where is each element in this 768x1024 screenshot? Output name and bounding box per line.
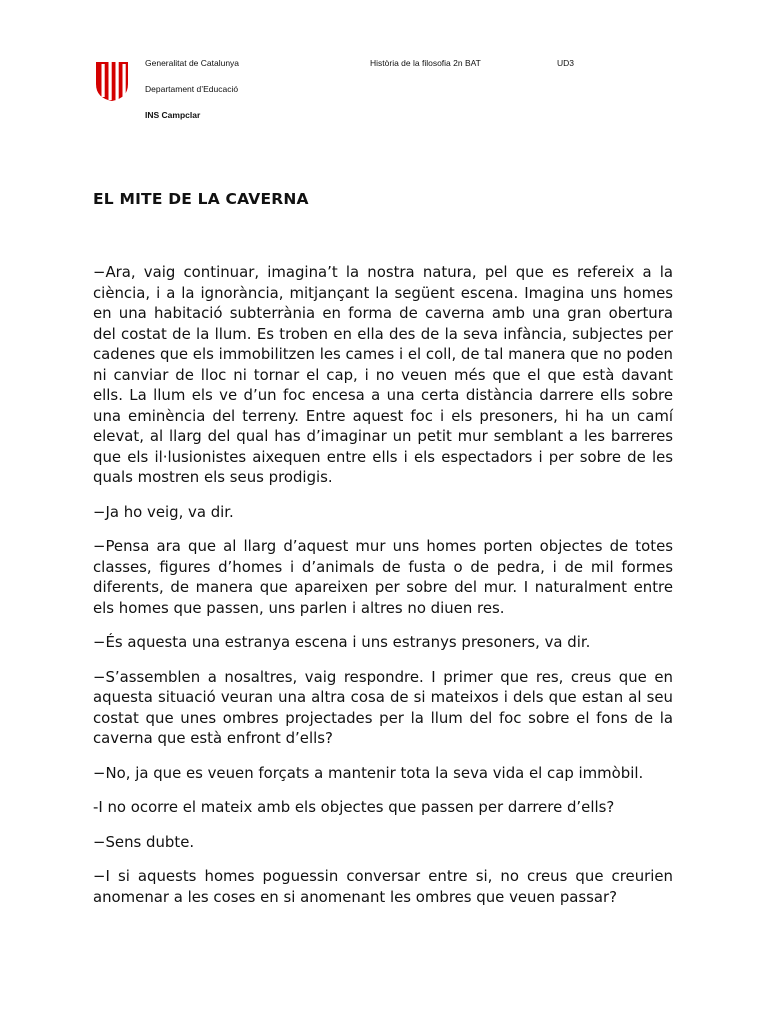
document-title: EL MITE DE LA CAVERNA xyxy=(93,190,309,208)
paragraph: −I si aquests homes poguessin conversar entre si, no creus que creurien anomenar a les coses en si anomenant les ombres que veuen passar? xyxy=(93,867,673,906)
generalitat-logo xyxy=(94,60,130,102)
paragraph: −S’assemblen a nosaltres, vaig respondre. I primer que res, creus que en aquesta situació veuran una altra cosa de si mateixos i dels que estan al seu costat que unes ombres projectades per la llum del foc sobre el fons de la caverna que està enfront d’ells? xyxy=(93,667,673,747)
document-body xyxy=(93,262,673,921)
unit-label: UD3 xyxy=(557,58,575,68)
paragraph: −No, ja que es veuen forçats a mantenir tota la seva vida el cap immòbil. xyxy=(93,763,644,782)
paragraph: −Pensa ara que al llarg d’aquest mur uns homes porten objectes de totes classes, figures d’homes i d’animals de fusta o de pedra, i de mil formes diferents, de manera que apareixen per sobre del mur. I naturalment entre els homes que passen, uns parlen i altres no diuen res. xyxy=(93,537,673,617)
paragraph: −És aquesta una estranya escena i uns estranys presoners, va dir. xyxy=(93,633,591,651)
paragraph: −Ja ho veig, va dir. xyxy=(93,502,234,521)
paragraph: -I no ocorre el mateix amb els objectes que passen per darrere d’ells? xyxy=(93,798,615,816)
paragraph: −Ara, vaig continuar, imagina’t la nostra natura, pel que es refereix a la ciència, i a la ignorància, mitjançant la següent escena. Imagina uns homes en una habitació subterrània en forma de caverna amb una gran obertura del costat de la llum. Es troben en ella des de la seva infància, subjectes per cadenes que els immobilitzen les cames i el coll, de tal manera que no poden ni canviar de lloc ni tornar el cap, i no veuen més que el que està davant ells. La llum els ve d’un foc encesa a una certa distància darrere ells sobre una eminència del terreny. Entre aquest foc i els presoners, hi ha un camí elevat, al llarg del qual has d’imaginar un petit mur semblant a les barreres que els il·lusionistes aixequen entre ells i els espectadors i per sobre de les quals mostren els seus prodigis. xyxy=(93,263,673,486)
school-name: INS Campclar xyxy=(145,110,201,120)
org-name: Generalitat de Catalunya xyxy=(145,58,240,68)
paragraph: −Sens dubte. xyxy=(93,832,195,851)
department-name: Departament d’Educació xyxy=(145,84,239,94)
subject-name: Història de la filosofia 2n BAT xyxy=(370,58,481,68)
